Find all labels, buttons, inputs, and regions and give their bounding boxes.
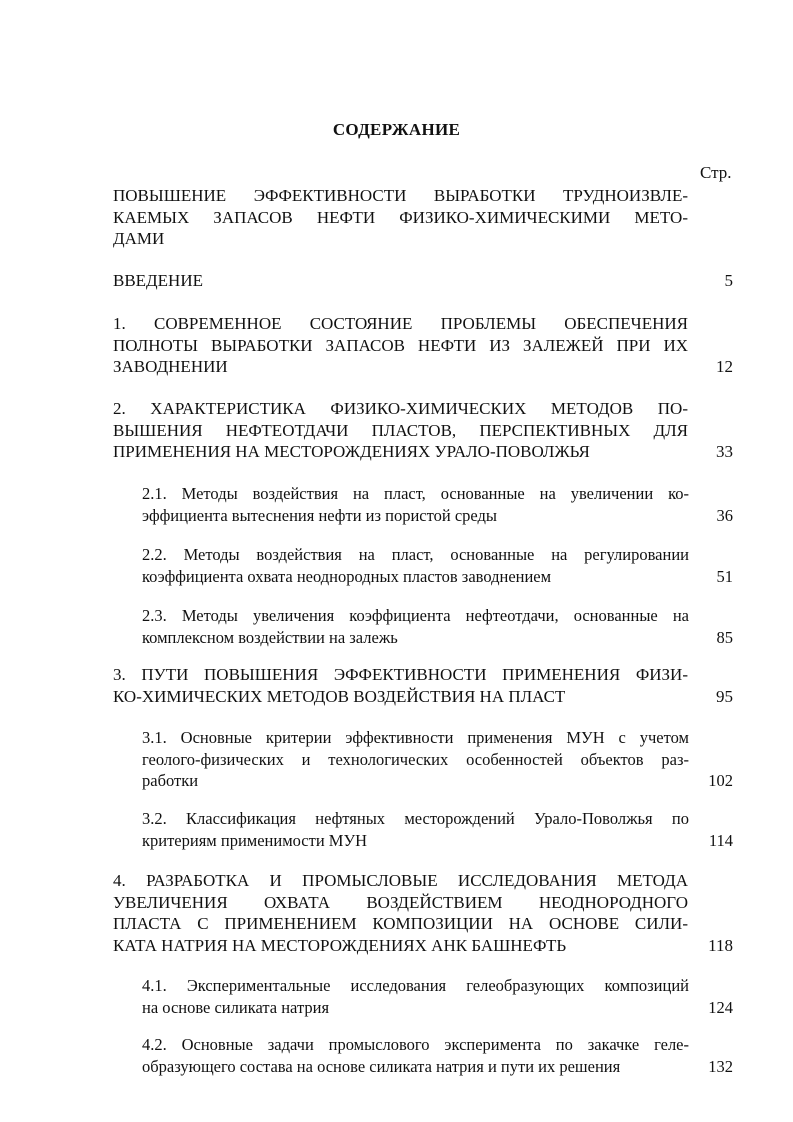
toc-page-number: 114 [708, 830, 733, 850]
toc-line: 1. СОВРЕМЕННОЕ СОСТОЯНИЕ ПРОБЛЕМЫ ОБЕСПЕЧЕНИЯ [113, 314, 688, 333]
page-title: СОДЕРЖАНИЕ [332, 120, 461, 139]
toc-entry-section-3-2[interactable] [142, 808, 733, 851]
toc-line: образующего состава на основе силиката натрия и пути их решения [142, 1056, 621, 1076]
toc-page-number: 95 [716, 686, 733, 706]
toc-line: 2.2. Методы воздействия на пласт, основанные на регулировании [142, 545, 689, 564]
toc-line: ПОЛНОТЫ ВЫРАБОТКИ ЗАПАСОВ НЕФТИ ИЗ ЗАЛЕЖЕЙ ПРИ ИХ [113, 335, 688, 355]
toc-page-number: 118 [708, 935, 733, 955]
toc-line: 4.1. Экспериментальные исследования гелеобразующих композиций [142, 976, 689, 995]
toc-line: 4.2. Основные задачи промыслового эксперимента по закачке геле- [142, 1035, 689, 1054]
toc-page-number: 124 [708, 997, 733, 1017]
toc-line: ПОВЫШЕНИЕ ЭФФЕКТИВНОСТИ ВЫРАБОТКИ ТРУДНОИЗВЛЕ- [113, 186, 688, 205]
toc-line: 2.1. Методы воздействия на пласт, основанные на увеличении ко- [142, 484, 689, 503]
toc-line: 3. ПУТИ ПОВЫШЕНИЯ ЭФФЕКТИВНОСТИ ПРИМЕНЕНИЯ ФИЗИ- [113, 665, 688, 684]
toc-page-number: 12 [716, 357, 733, 376]
toc-line: геолого-физических и технологических особенностей объектов раз- [142, 749, 689, 769]
toc-page-number: 51 [716, 566, 733, 586]
toc-line: 4. РАЗРАБОТКА И ПРОМЫСЛОВЫЕ ИССЛЕДОВАНИЯ МЕТОДА [113, 871, 688, 890]
toc-entry-chapter-4[interactable] [113, 870, 733, 956]
toc-line: критериям применимости МУН [142, 830, 368, 850]
toc-entry-section-4-2[interactable] [142, 1034, 733, 1077]
toc-entry-section-2-1[interactable] [142, 483, 733, 526]
toc-line: ДАМИ [113, 229, 165, 248]
toc-line: на основе силиката натрия [142, 997, 330, 1017]
toc-line: 2.3. Методы увеличения коэффициента нефтеотдачи, основанные на [142, 606, 689, 625]
toc-line: ВЫШЕНИЯ НЕФТЕОТДАЧИ ПЛАСТОВ, ПЕРСПЕКТИВНЫХ ДЛЯ [113, 420, 688, 440]
toc-line: УВЕЛИЧЕНИЯ ОХВАТА ВОЗДЕЙСТВИЕМ НЕОДНОРОДНОГО [113, 892, 688, 912]
toc-entry-main-title[interactable] [113, 185, 688, 250]
toc-line: коэффициента охвата неоднородных пластов заводнением [142, 566, 552, 586]
toc-line: эффициента вытеснения нефти из пористой среды [142, 505, 497, 525]
toc-entry-chapter-1[interactable] [113, 313, 733, 378]
toc-entry-introduction[interactable] [113, 270, 733, 292]
toc-line: КАТА НАТРИЯ НА МЕСТОРОЖДЕНИЯХ АНК БАШНЕФТЬ [113, 935, 567, 955]
toc-entry-section-2-2[interactable] [142, 544, 733, 587]
toc-line: ВВЕДЕНИЕ [113, 271, 203, 290]
toc-page-number: 102 [708, 771, 733, 790]
toc-line: комплексном воздействии на залежь [142, 627, 398, 647]
toc-entry-chapter-3[interactable] [113, 664, 733, 707]
toc-line: ПЛАСТА С ПРИМЕНЕНИЕМ КОМПОЗИЦИИ НА ОСНОВЕ СИЛИ- [113, 914, 688, 933]
toc-page-number: 132 [708, 1056, 733, 1076]
toc-line: КО-ХИМИЧЕСКИХ МЕТОДОВ ВОЗДЕЙСТВИЯ НА ПЛАСТ [113, 686, 566, 706]
toc-line: работки [142, 771, 199, 790]
toc-page-number: 33 [716, 442, 733, 461]
toc-line: ПРИМЕНЕНИЯ НА МЕСТОРОЖДЕНИЯХ УРАЛО-ПОВОЛЖЬЯ [113, 442, 590, 461]
toc-page-number: 85 [716, 627, 733, 647]
toc-page-number: 36 [716, 505, 733, 525]
toc-line: ЗАВОДНЕНИИ [113, 357, 228, 376]
toc-entry-section-3-1[interactable] [142, 727, 733, 792]
toc-line: 3.1. Основные критерии эффективности применения МУН с учетом [142, 728, 689, 747]
toc-page-number: 5 [724, 271, 733, 290]
toc-line: 3.2. Классификация нефтяных месторождений Урало-Поволжья по [142, 809, 689, 828]
toc-line: КАЕМЫХ ЗАПАСОВ НЕФТИ ФИЗИКО-ХИМИЧЕСКИМИ МЕТО- [113, 207, 688, 227]
toc-line: 2. ХАРАКТЕРИСТИКА ФИЗИКО-ХИМИЧЕСКИХ МЕТОДОВ ПО- [113, 399, 688, 418]
toc-entry-section-4-1[interactable] [142, 975, 733, 1018]
toc-entry-chapter-2[interactable] [113, 398, 733, 463]
page-column-label: Стр. [700, 163, 732, 182]
toc-entry-section-2-3[interactable] [142, 605, 733, 648]
